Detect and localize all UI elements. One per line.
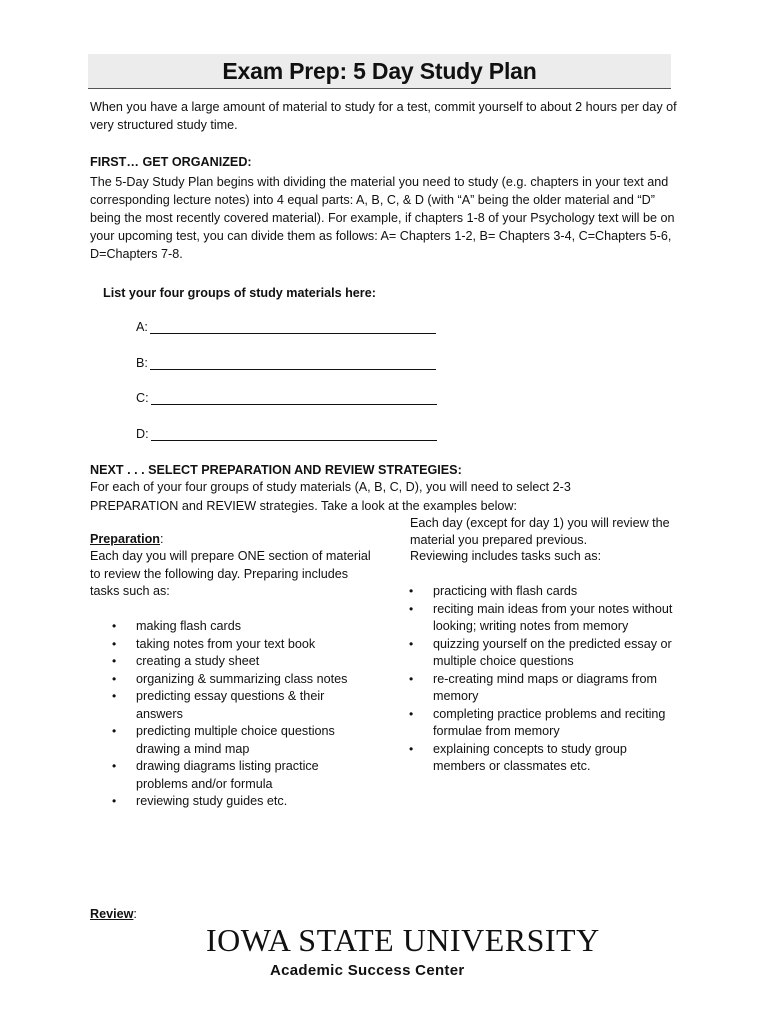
bullet-icon: • [112,654,117,668]
academic-success-center-label: Academic Success Center [270,962,465,979]
review-desc-line: Reviewing includes tasks such as: [410,549,602,563]
intro-paragraph: When you have a large amount of material to study for a test, commit yourself to about 2 hours per day of very structured study time. [90,100,677,132]
list-item: • completing practice problems and reciting formulae from memory [409,706,666,738]
page-title: Exam Prep: 5 Day Study Plan [222,57,537,84]
list-item: • practicing with flash cards [409,583,699,601]
review-label: Review [90,907,134,921]
first-heading: FIRST… GET ORGANIZED: [90,155,252,169]
list-item: • drawing diagrams listing practice problems and/or formula [112,759,319,791]
blank-label: C: [136,391,149,405]
preparation-label: Preparation [90,532,160,546]
first-line: corresponding lecture notes) into 4 equal parts: A, B, C, & D (with “A” being the older material and “D” [90,193,655,207]
blank-label: B: [136,356,148,370]
review-colon: : [133,907,137,921]
blank-line[interactable] [150,321,436,334]
blank-label: D: [136,427,149,441]
next-line: For each of your four groups of study materials (A, B, C, D), you will need to select 2-3 [90,480,571,494]
list-item: • re-creating mind maps or diagrams from memory [409,671,657,703]
blank-label: A: [136,320,148,334]
bullet-icon: • [112,724,117,738]
next-line: PREPARATION and REVIEW strategies. Take a look at the examples below: [90,499,517,513]
preparation-desc-line: tasks such as: [90,584,170,598]
preparation-heading [90,530,164,548]
blank-line[interactable] [150,357,436,370]
blank-line[interactable] [151,392,437,405]
preparation-desc-line: Each day you will prepare ONE section of material [90,549,371,563]
review-desc-line: material you prepared previous. [410,533,588,547]
list-item: • taking notes from your text book [112,636,382,654]
bullet-icon: • [409,706,414,721]
list-item: • predicting multiple choice questions drawing a mind map [112,724,335,756]
bullet-icon: • [409,636,414,651]
list-item: • explaining concepts to study group members or classmates etc. [409,741,627,773]
blank-c[interactable] [136,391,437,405]
bullet-icon: • [409,601,414,616]
list-item: • reciting main ideas from your notes without looking; writing notes from memory [409,601,673,633]
list-item: • reviewing study guides etc. [112,793,382,811]
first-line: your upcoming test, you can divide them as follows: A= Chapters 1-2, B= Chapters 3-4, C=Chapters 5-6, [90,229,672,243]
blank-a[interactable] [136,320,436,334]
preparation-desc-line: to review the following day. Preparing includes [90,567,349,581]
review-heading [90,905,137,923]
university-logo: IOWA STATE UNIVERSITY [206,922,600,958]
bullet-icon: • [112,619,117,633]
bullet-icon: • [409,741,414,756]
blank-b[interactable] [136,356,436,370]
list-item: • predicting essay questions & their answers [112,689,325,721]
preparation-colon: : [160,532,164,546]
title-bar [88,54,671,89]
first-line: being the most recently covered material). For example, if chapters 1-8 of your Psychology text will be on [90,211,675,225]
blank-line[interactable] [151,428,437,441]
first-line: D=Chapters 7-8. [90,247,183,261]
bullet-icon: • [409,671,414,686]
review-list [409,583,699,776]
bullet-icon: • [112,794,117,808]
list-prompt: List your four groups of study materials here: [103,286,376,300]
next-heading: NEXT . . . SELECT PREPARATION AND REVIEW STRATEGIES: [90,463,462,477]
bullet-icon: • [112,671,117,686]
bullet-icon: • [112,759,117,773]
list-item: • making flash cards [112,618,382,636]
bullet-icon: • [409,584,414,598]
list-item: • creating a study sheet [112,653,382,671]
review-desc-line: Each day (except for day 1) you will review the [410,516,670,530]
list-item: • organizing & summarizing class notes [112,671,382,689]
first-line: The 5-Day Study Plan begins with dividing the material you need to study (e.g. chapters in your text and [90,175,669,189]
list-item: • quizzing yourself on the predicted essay or multiple choice questions [409,636,672,668]
blank-d[interactable] [136,427,437,441]
preparation-list [112,618,382,811]
bullet-icon: • [112,689,117,703]
bullet-icon: • [112,636,117,651]
